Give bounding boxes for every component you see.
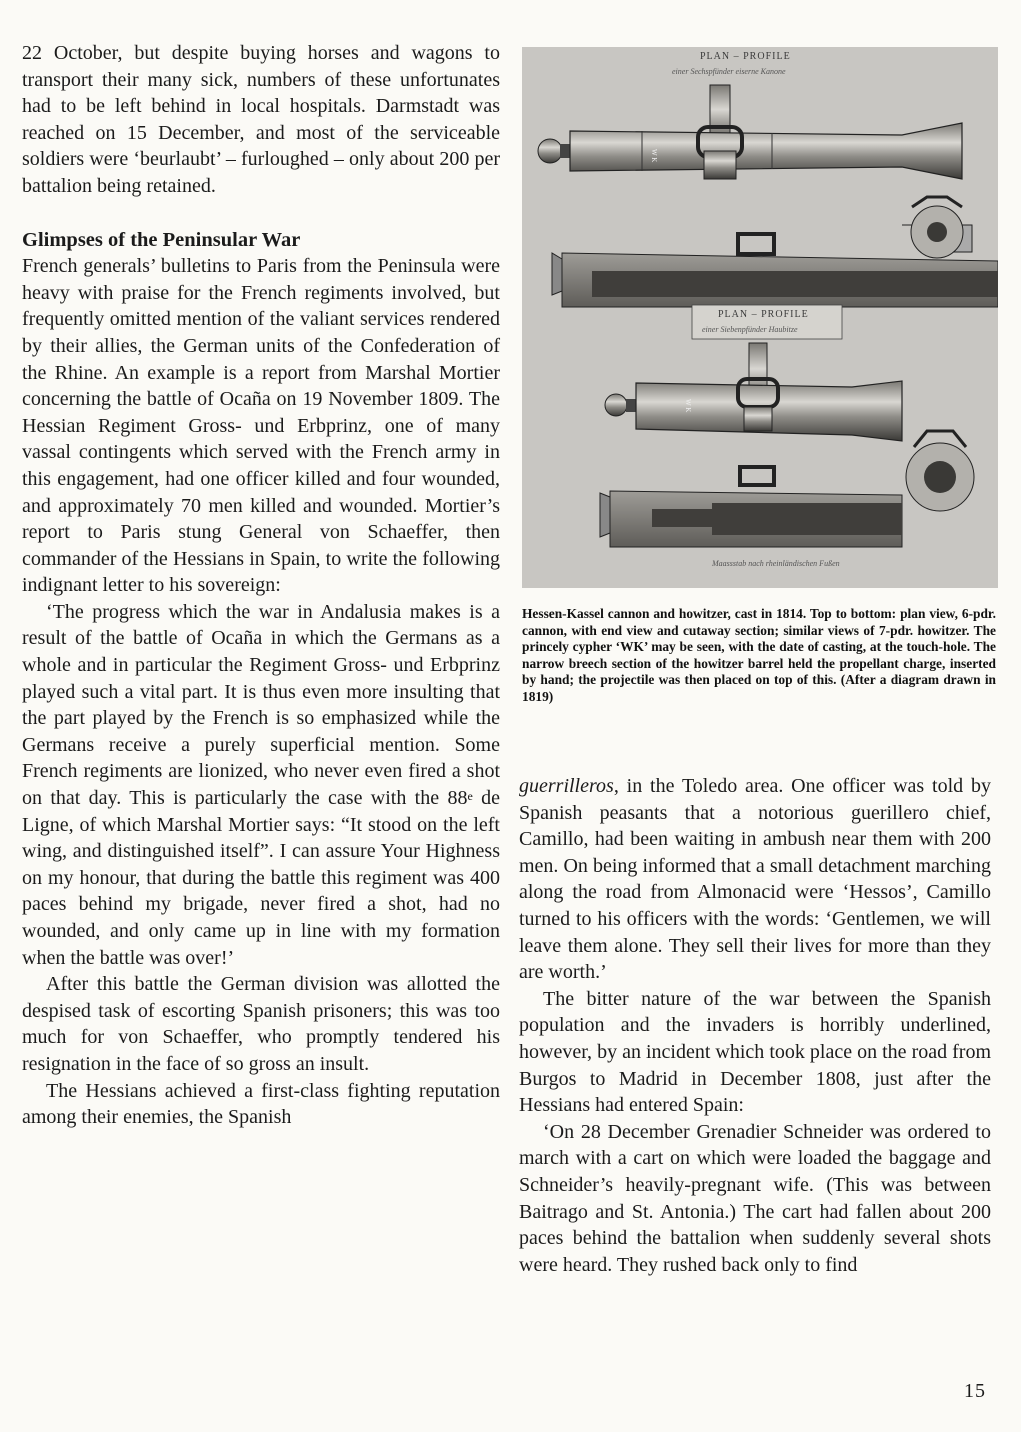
figure-subtitle-top: einer Sechspfünder eiserne Kanone — [672, 67, 786, 76]
letter-text-start: ‘The progress which the war in Andalusia makes is a result of the battle of Ocaña in which the Germans as a whole and in particular the Regiment Gross- und Erbprinz played such a vital part. It is thus even more insulting that the part played by the French is so emphasized while the Germans receive a purely superficial mention. Some French regiments are lionized, who never even fired a shot on that day. This is particularly the case with the 88 — [22, 600, 500, 810]
figure-title-top: PLAN – PROFILE — [700, 51, 791, 62]
paragraph-schneider: ‘On 28 December Grenadier Schneider was ordered to march with a cart on which were loaded the baggage and Schneider’s heavily-pregnant wife. (This was between Baitrago and St. Antonia.) The cart had fallen about 200 paces behind the battalion when suddenly several shots were heard. They rushed back only to find — [519, 1120, 991, 1276]
superscript-e: e — [467, 789, 473, 804]
cannon-diagram-figure — [522, 47, 998, 588]
letter-text-end: de Ligne, of which Marshal Mortier says: “It stood on the left wing, and distinguished itself”. I can assure Your Highness on my honour, that during the battle this regiment was 400 paces behind my brigade, never fired a shot, had no wounded, and only came up in line with my formation when the battle was over!’ — [22, 787, 500, 969]
guerrilleros-text: , in the Toledo area. One officer was told by Spanish peasants that a notorious guerillero chief, Camillo, had been waiting in ambush near them with 200 men. On being informed that a small detachment marching along the road from Almonacid were ‘Hessos’, Camillo turned to his officers with the words: ‘Gentlemen, we will leave them alone. They sell their lives for more than they are worth.’ — [519, 775, 991, 984]
paragraph-after-battle: After this battle the German division was allotted the despised task of escorting Spanish prisoners; this was too much for von Schaeffer, who promptly tendered his resignation in the face of so gross an insult. — [22, 973, 500, 1075]
cypher-wk-bottom: W K — [684, 399, 692, 413]
paragraph-hessians-start: The Hessians achieved a first-class fighting reputation among their enemies, the Spanish — [22, 1079, 500, 1129]
left-column — [22, 40, 500, 1131]
figure-title-bottom: PLAN – PROFILE — [718, 309, 809, 320]
paragraph-continuation: 22 October, but despite buying horses and wagons to transport their many sick, numbers of these unfortunates had to be left behind in local hospitals. Darmstadt was reached on 15 December, and most of the serviceable soldiers were ‘beurlaubt’ – furloughed – only about 200 per battalion being retained. — [22, 42, 500, 197]
paragraph-letter — [22, 599, 500, 971]
figure-scale-note: Maassstab nach rheinländischen Fußen — [712, 559, 840, 568]
cypher-wk-top: W K — [650, 149, 658, 163]
right-column — [519, 773, 991, 1278]
figure-subtitle-bottom: einer Siebenpfünder Haubitze — [702, 325, 798, 334]
howitzer-end-view — [906, 431, 974, 511]
italic-guerrilleros: guerrilleros — [519, 775, 614, 797]
paragraph-bitter-nature: The bitter nature of the war between the Spanish population and the invaders is horribly underlined, however, by an incident which took place on the road from Burgos to Madrid in December 1808, just after the Hessians had entered Spain: — [519, 987, 991, 1117]
figure-caption: Hessen-Kassel cannon and howitzer, cast in 1814. Top to bottom: plan view, 6-pdr. cannon, with end view and cutaway section; similar views of 7-pdr. howitzer. The princely cypher ‘WK’ may be seen, with the date of casting, at the touch-hole. The narrow breech section of the howitzer barrel held the propellant charge, inserted by hand; the projectile was then placed on top of this. (After a diagram drawn in 1819) — [522, 606, 996, 704]
paragraph-generals: French generals’ bulletins to Paris from the Peninsula were heavy with praise for the French regiments involved, but frequently omitted mention of the valiant services rendered by their allies, the German units of the Confederation of the Rhine. An example is a report from Marshal Mortier concerning the battle of Ocaña on 19 November 1809. The Hessian Regiment Gross- und Erbprinz, one of many vassal contingents which served with the French army in this engagement, had one officer killed and four wounded, and approximately 70 men killed and wounded. Mortier’s report to Paris stung General von Schaeffer, then commander of the Hessians in Spain, to write the following indignant letter to his sovereign: — [22, 255, 500, 597]
page-number: 15 — [964, 1380, 986, 1402]
paragraph-guerrilleros — [519, 773, 991, 986]
section-heading: Glimpses of the Peninsular War — [22, 228, 301, 251]
